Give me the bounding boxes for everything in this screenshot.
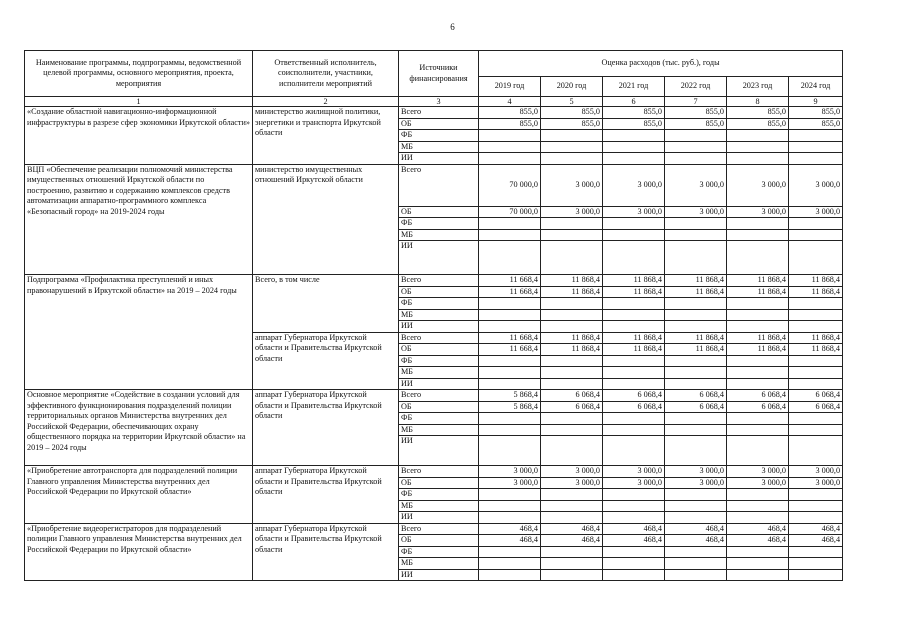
amount-cell-2024-год <box>789 489 843 501</box>
amount-cell-2020-год <box>541 367 603 379</box>
amount-cell-2021-год <box>603 489 665 501</box>
amount-cell-2021-год <box>603 298 665 310</box>
amount-cell-2019-год: 5 868,4 <box>479 390 541 402</box>
amount-cell-2024-год: 3 000,0 <box>789 477 843 489</box>
column-number: 5 <box>541 97 603 107</box>
amount-cell-2019-год <box>479 218 541 230</box>
column-number: 6 <box>603 97 665 107</box>
amount-cell-2020-год <box>541 153 603 165</box>
page-number: 6 <box>450 22 455 32</box>
amount-cell-2020-год <box>541 546 603 558</box>
header-year: 2019 год <box>479 77 541 97</box>
amount-cell-2020-год: 11 868,4 <box>541 275 603 287</box>
amount-cell-2019-год <box>479 130 541 142</box>
amount-cell-2021-год: 3 000,0 <box>603 477 665 489</box>
amount-cell-2020-год <box>541 424 603 436</box>
column-number: 4 <box>479 97 541 107</box>
amount-cell-2020-год <box>541 241 603 275</box>
amount-cell-2019-год <box>479 367 541 379</box>
amount-cell-2024-год: 468,4 <box>789 523 843 535</box>
amount-cell-2023-год <box>727 378 789 390</box>
amount-cell-2020-год <box>541 218 603 230</box>
header-year: 2021 год <box>603 77 665 97</box>
amount-cell-2023-год: 11 868,4 <box>727 275 789 287</box>
amount-cell-2021-год: 3 000,0 <box>603 466 665 478</box>
amount-cell-2019-год <box>479 546 541 558</box>
amount-cell-2023-год <box>727 367 789 379</box>
header-name: Наименование программы, подпрограммы, ведомственной целевой программы, основного мероприятия, проекта, мероприятия <box>25 51 253 97</box>
funding-source-cell: ФБ <box>399 355 479 367</box>
amount-cell-2023-год <box>727 546 789 558</box>
amount-cell-2020-год: 3 000,0 <box>541 206 603 218</box>
amount-cell-2024-год <box>789 321 843 333</box>
executor-cell: аппарат Губернатора Иркутской области и Правительства Иркутской области <box>253 466 399 524</box>
funding-source-cell: ИИ <box>399 241 479 275</box>
executor-cell: аппарат Губернатора Иркутской области и Правительства Иркутской области <box>253 332 399 390</box>
amount-cell-2024-год: 11 868,4 <box>789 275 843 287</box>
amount-cell-2019-год <box>479 378 541 390</box>
amount-cell-2023-год <box>727 309 789 321</box>
funding-source-cell: ОБ <box>399 535 479 547</box>
amount-cell-2022-год <box>665 558 727 570</box>
amount-cell-2023-год <box>727 500 789 512</box>
funding-source-cell: Всего <box>399 164 479 206</box>
amount-cell-2021-год <box>603 321 665 333</box>
amount-cell-2019-год <box>479 436 541 466</box>
amount-cell-2022-год <box>665 309 727 321</box>
amount-cell-2022-год: 3 000,0 <box>665 164 727 206</box>
amount-cell-2022-год <box>665 489 727 501</box>
amount-cell-2019-год: 855,0 <box>479 107 541 119</box>
amount-cell-2019-год <box>479 512 541 524</box>
amount-cell-2021-год <box>603 569 665 581</box>
amount-cell-2024-год <box>789 298 843 310</box>
amount-cell-2021-год <box>603 229 665 241</box>
amount-cell-2024-год <box>789 500 843 512</box>
amount-cell-2019-год <box>479 241 541 275</box>
amount-cell-2024-год <box>789 229 843 241</box>
header-year: 2022 год <box>665 77 727 97</box>
amount-cell-2019-год: 855,0 <box>479 118 541 130</box>
amount-cell-2023-год <box>727 141 789 153</box>
amount-cell-2022-год <box>665 436 727 466</box>
amount-cell-2022-год: 6 068,4 <box>665 401 727 413</box>
amount-cell-2020-год <box>541 489 603 501</box>
amount-cell-2024-год <box>789 153 843 165</box>
amount-cell-2021-год <box>603 512 665 524</box>
header-year: 2024 год <box>789 77 843 97</box>
amount-cell-2020-год <box>541 298 603 310</box>
amount-cell-2023-год <box>727 298 789 310</box>
amount-cell-2020-год <box>541 378 603 390</box>
amount-cell-2023-год: 3 000,0 <box>727 477 789 489</box>
amount-cell-2020-год: 11 868,4 <box>541 332 603 344</box>
executor-cell: Всего, в том числе <box>253 275 399 333</box>
amount-cell-2021-год <box>603 309 665 321</box>
program-name-cell: Основное мероприятие «Содействие в создании условий для эффективного функционирования подразделений полиции территориальных органов Министерства внутренних дел Российской Федерации, обеспечивающих охрану общественного порядка на территории Иркутской области» на 2019 – 2024 годы <box>25 390 253 466</box>
amount-cell-2021-год: 11 868,4 <box>603 332 665 344</box>
amount-cell-2019-год <box>479 153 541 165</box>
amount-cell-2019-год: 468,4 <box>479 523 541 535</box>
funding-source-cell: ИИ <box>399 153 479 165</box>
amount-cell-2024-год <box>789 241 843 275</box>
amount-cell-2021-год: 6 068,4 <box>603 401 665 413</box>
amount-cell-2024-год <box>789 367 843 379</box>
budget-table <box>24 50 843 581</box>
amount-cell-2019-год: 11 668,4 <box>479 344 541 356</box>
amount-cell-2021-год <box>603 153 665 165</box>
amount-cell-2019-год <box>479 413 541 425</box>
amount-cell-2019-год: 3 000,0 <box>479 466 541 478</box>
funding-source-cell: ОБ <box>399 118 479 130</box>
amount-cell-2023-год <box>727 424 789 436</box>
executor-cell: аппарат Губернатора Иркутской области и Правительства Иркутской области <box>253 523 399 581</box>
amount-cell-2022-год <box>665 413 727 425</box>
amount-cell-2022-год: 468,4 <box>665 535 727 547</box>
amount-cell-2022-год <box>665 321 727 333</box>
amount-cell-2023-год <box>727 153 789 165</box>
amount-cell-2024-год: 855,0 <box>789 107 843 119</box>
amount-cell-2020-год: 3 000,0 <box>541 164 603 206</box>
amount-cell-2022-год: 11 868,4 <box>665 275 727 287</box>
program-name-cell: «Приобретение автотранспорта для подразделений полиции Главного управления Министерства внутренних дел Российской Федерации по Иркутской области» <box>25 466 253 524</box>
amount-cell-2023-год <box>727 130 789 142</box>
column-number: 9 <box>789 97 843 107</box>
amount-cell-2021-год <box>603 424 665 436</box>
amount-cell-2023-год <box>727 512 789 524</box>
amount-cell-2021-год <box>603 130 665 142</box>
funding-source-cell: Всего <box>399 107 479 119</box>
amount-cell-2020-год <box>541 569 603 581</box>
funding-source-cell: ФБ <box>399 489 479 501</box>
amount-cell-2022-год <box>665 546 727 558</box>
amount-cell-2020-год <box>541 558 603 570</box>
amount-cell-2019-год <box>479 141 541 153</box>
amount-cell-2020-год: 11 868,4 <box>541 344 603 356</box>
amount-cell-2024-год: 3 000,0 <box>789 206 843 218</box>
amount-cell-2024-год <box>789 130 843 142</box>
amount-cell-2019-год <box>479 309 541 321</box>
amount-cell-2024-год <box>789 569 843 581</box>
amount-cell-2024-год: 11 868,4 <box>789 344 843 356</box>
funding-source-cell: ИИ <box>399 321 479 333</box>
amount-cell-2019-год: 11 668,4 <box>479 332 541 344</box>
program-name-cell: «Приобретение видеорегистраторов для подразделений полиции Главного управления Министерства внутренних дел Российской Федерации по Иркутской области» <box>25 523 253 581</box>
amount-cell-2022-год: 3 000,0 <box>665 466 727 478</box>
amount-cell-2022-год <box>665 229 727 241</box>
amount-cell-2020-год: 855,0 <box>541 118 603 130</box>
amount-cell-2024-год <box>789 436 843 466</box>
column-number: 8 <box>727 97 789 107</box>
amount-cell-2020-год <box>541 309 603 321</box>
amount-cell-2021-год <box>603 436 665 466</box>
amount-cell-2022-год <box>665 378 727 390</box>
amount-cell-2023-год <box>727 355 789 367</box>
funding-source-cell: Всего <box>399 390 479 402</box>
amount-cell-2019-год: 468,4 <box>479 535 541 547</box>
amount-cell-2024-год: 6 068,4 <box>789 401 843 413</box>
amount-cell-2021-год <box>603 141 665 153</box>
funding-source-cell: ОБ <box>399 477 479 489</box>
funding-source-cell: Всего <box>399 466 479 478</box>
amount-cell-2022-год: 11 868,4 <box>665 344 727 356</box>
funding-source-cell: МБ <box>399 229 479 241</box>
amount-cell-2024-год <box>789 546 843 558</box>
amount-cell-2023-год: 11 868,4 <box>727 332 789 344</box>
amount-cell-2020-год <box>541 229 603 241</box>
amount-cell-2021-год: 3 000,0 <box>603 206 665 218</box>
funding-source-cell: ОБ <box>399 206 479 218</box>
executor-cell: министерство жилищной политики, энергетики и транспорта Иркутской области <box>253 107 399 165</box>
amount-cell-2023-год: 3 000,0 <box>727 206 789 218</box>
table-row <box>25 466 843 478</box>
amount-cell-2023-год <box>727 569 789 581</box>
amount-cell-2019-год <box>479 569 541 581</box>
amount-cell-2020-год <box>541 512 603 524</box>
amount-cell-2024-год <box>789 512 843 524</box>
amount-cell-2021-год <box>603 355 665 367</box>
amount-cell-2023-год <box>727 241 789 275</box>
column-number: 3 <box>399 97 479 107</box>
table-row <box>25 275 843 287</box>
executor-cell: аппарат Губернатора Иркутской области и Правительства Иркутской области <box>253 390 399 466</box>
column-number: 7 <box>665 97 727 107</box>
amount-cell-2023-год: 855,0 <box>727 107 789 119</box>
amount-cell-2019-год <box>479 500 541 512</box>
amount-cell-2024-год: 6 068,4 <box>789 390 843 402</box>
amount-cell-2024-год <box>789 355 843 367</box>
funding-source-cell: ФБ <box>399 218 479 230</box>
amount-cell-2024-год <box>789 378 843 390</box>
amount-cell-2024-год <box>789 558 843 570</box>
amount-cell-2022-год <box>665 141 727 153</box>
amount-cell-2021-год <box>603 218 665 230</box>
funding-source-cell: ИИ <box>399 378 479 390</box>
amount-cell-2019-год: 11 668,4 <box>479 275 541 287</box>
amount-cell-2022-год: 6 068,4 <box>665 390 727 402</box>
amount-cell-2022-год: 3 000,0 <box>665 206 727 218</box>
amount-cell-2022-год: 11 868,4 <box>665 332 727 344</box>
header-executor: Ответственный исполнитель, соисполнители, участники, исполнители мероприятий <box>253 51 399 97</box>
amount-cell-2022-год: 11 868,4 <box>665 286 727 298</box>
amount-cell-2021-год: 6 068,4 <box>603 390 665 402</box>
funding-source-cell: ФБ <box>399 130 479 142</box>
amount-cell-2020-год: 3 000,0 <box>541 466 603 478</box>
amount-cell-2022-год <box>665 569 727 581</box>
amount-cell-2021-год: 468,4 <box>603 535 665 547</box>
amount-cell-2022-год <box>665 424 727 436</box>
amount-cell-2022-год <box>665 512 727 524</box>
amount-cell-2019-год <box>479 229 541 241</box>
amount-cell-2024-год: 855,0 <box>789 118 843 130</box>
amount-cell-2023-год: 11 868,4 <box>727 344 789 356</box>
amount-cell-2021-год: 855,0 <box>603 118 665 130</box>
funding-source-cell: ОБ <box>399 401 479 413</box>
funding-source-cell: ИИ <box>399 569 479 581</box>
amount-cell-2024-год: 3 000,0 <box>789 466 843 478</box>
funding-source-cell: МБ <box>399 558 479 570</box>
amount-cell-2023-год: 6 068,4 <box>727 401 789 413</box>
table-row <box>25 523 843 535</box>
amount-cell-2021-год: 468,4 <box>603 523 665 535</box>
amount-cell-2024-год: 11 868,4 <box>789 332 843 344</box>
amount-cell-2021-год <box>603 413 665 425</box>
amount-cell-2021-год: 855,0 <box>603 107 665 119</box>
amount-cell-2020-год <box>541 141 603 153</box>
amount-cell-2020-год <box>541 413 603 425</box>
amount-cell-2021-год <box>603 367 665 379</box>
amount-cell-2020-год <box>541 436 603 466</box>
amount-cell-2020-год: 855,0 <box>541 107 603 119</box>
amount-cell-2019-год: 5 868,4 <box>479 401 541 413</box>
amount-cell-2024-год: 11 868,4 <box>789 286 843 298</box>
amount-cell-2024-год <box>789 424 843 436</box>
amount-cell-2023-год: 6 068,4 <box>727 390 789 402</box>
amount-cell-2020-год: 468,4 <box>541 535 603 547</box>
header-sources: Источники финансирования <box>399 51 479 97</box>
funding-source-cell: МБ <box>399 367 479 379</box>
amount-cell-2019-год <box>479 321 541 333</box>
amount-cell-2019-год <box>479 489 541 501</box>
column-number: 2 <box>253 97 399 107</box>
amount-cell-2022-год: 855,0 <box>665 118 727 130</box>
amount-cell-2021-год <box>603 546 665 558</box>
amount-cell-2023-год: 468,4 <box>727 523 789 535</box>
amount-cell-2019-год <box>479 355 541 367</box>
amount-cell-2020-год <box>541 355 603 367</box>
program-name-cell: «Создание областной навигационно-информационной инфраструктуры в разрезе сфер экономики Иркутской области» <box>25 107 253 165</box>
amount-cell-2023-год: 468,4 <box>727 535 789 547</box>
amount-cell-2023-год <box>727 218 789 230</box>
funding-source-cell: ОБ <box>399 344 479 356</box>
amount-cell-2023-год <box>727 413 789 425</box>
amount-cell-2020-год <box>541 130 603 142</box>
amount-cell-2021-год <box>603 378 665 390</box>
amount-cell-2022-год <box>665 298 727 310</box>
funding-source-cell: ФБ <box>399 546 479 558</box>
funding-source-cell: ИИ <box>399 436 479 466</box>
column-number-row <box>25 97 843 107</box>
amount-cell-2019-год <box>479 558 541 570</box>
amount-cell-2019-год <box>479 298 541 310</box>
amount-cell-2020-год: 11 868,4 <box>541 286 603 298</box>
amount-cell-2019-год: 70 000,0 <box>479 164 541 206</box>
amount-cell-2019-год: 11 668,4 <box>479 286 541 298</box>
table-row <box>25 107 843 119</box>
amount-cell-2023-год: 3 000,0 <box>727 164 789 206</box>
amount-cell-2020-год: 3 000,0 <box>541 477 603 489</box>
funding-source-cell: ФБ <box>399 298 479 310</box>
amount-cell-2022-год <box>665 355 727 367</box>
amount-cell-2020-год: 468,4 <box>541 523 603 535</box>
executor-cell: министерство имущественных отношений Иркутской области <box>253 164 399 275</box>
amount-cell-2023-год <box>727 229 789 241</box>
amount-cell-2023-год <box>727 321 789 333</box>
amount-cell-2019-год: 3 000,0 <box>479 477 541 489</box>
funding-source-cell: Всего <box>399 523 479 535</box>
amount-cell-2022-год <box>665 130 727 142</box>
funding-source-cell: МБ <box>399 309 479 321</box>
amount-cell-2022-год <box>665 153 727 165</box>
amount-cell-2023-год: 11 868,4 <box>727 286 789 298</box>
amount-cell-2021-год <box>603 558 665 570</box>
program-name-cell: Подпрограмма «Профилактика преступлений и иных правонарушений в Иркутской области» на 2019 – 2024 годы <box>25 275 253 390</box>
amount-cell-2022-год: 468,4 <box>665 523 727 535</box>
amount-cell-2024-год <box>789 413 843 425</box>
amount-cell-2024-год: 468,4 <box>789 535 843 547</box>
amount-cell-2019-год <box>479 424 541 436</box>
amount-cell-2022-год: 855,0 <box>665 107 727 119</box>
amount-cell-2023-год: 3 000,0 <box>727 466 789 478</box>
amount-cell-2022-год <box>665 241 727 275</box>
header-estimate: Оценка расходов (тыс. руб.), годы <box>479 51 843 77</box>
funding-source-cell: ФБ <box>399 413 479 425</box>
amount-cell-2021-год: 11 868,4 <box>603 344 665 356</box>
funding-source-cell: Всего <box>399 332 479 344</box>
funding-source-cell: МБ <box>399 424 479 436</box>
amount-cell-2022-год <box>665 500 727 512</box>
funding-source-cell: МБ <box>399 141 479 153</box>
header-year: 2020 год <box>541 77 603 97</box>
amount-cell-2022-год <box>665 218 727 230</box>
amount-cell-2024-год <box>789 141 843 153</box>
amount-cell-2021-год: 11 868,4 <box>603 286 665 298</box>
funding-source-cell: ИИ <box>399 512 479 524</box>
funding-source-cell: МБ <box>399 500 479 512</box>
header-year: 2023 год <box>727 77 789 97</box>
amount-cell-2023-год <box>727 558 789 570</box>
amount-cell-2022-год: 3 000,0 <box>665 477 727 489</box>
amount-cell-2020-год <box>541 500 603 512</box>
amount-cell-2019-год: 70 000,0 <box>479 206 541 218</box>
amount-cell-2024-год <box>789 309 843 321</box>
amount-cell-2021-год <box>603 500 665 512</box>
amount-cell-2024-год: 3 000,0 <box>789 164 843 206</box>
amount-cell-2022-год <box>665 367 727 379</box>
amount-cell-2020-год: 6 068,4 <box>541 390 603 402</box>
table-row <box>25 390 843 402</box>
table-row <box>25 164 843 206</box>
amount-cell-2020-год <box>541 321 603 333</box>
amount-cell-2024-год <box>789 218 843 230</box>
amount-cell-2023-год: 855,0 <box>727 118 789 130</box>
column-number: 1 <box>25 97 253 107</box>
amount-cell-2021-год: 11 868,4 <box>603 275 665 287</box>
table-body <box>25 107 843 581</box>
funding-source-cell: ОБ <box>399 286 479 298</box>
amount-cell-2021-год <box>603 241 665 275</box>
program-name-cell: ВЦП «Обеспечение реализации полномочий министерства имущественных отношений Иркутской области по построению, развитию и содержанию комплексов средств автоматизации аппаратно-программного комплекса «Безопасный город» на 2019-2024 годы <box>25 164 253 275</box>
amount-cell-2020-год: 6 068,4 <box>541 401 603 413</box>
amount-cell-2021-год: 3 000,0 <box>603 164 665 206</box>
amount-cell-2023-год <box>727 489 789 501</box>
funding-source-cell: Всего <box>399 275 479 287</box>
amount-cell-2023-год <box>727 436 789 466</box>
